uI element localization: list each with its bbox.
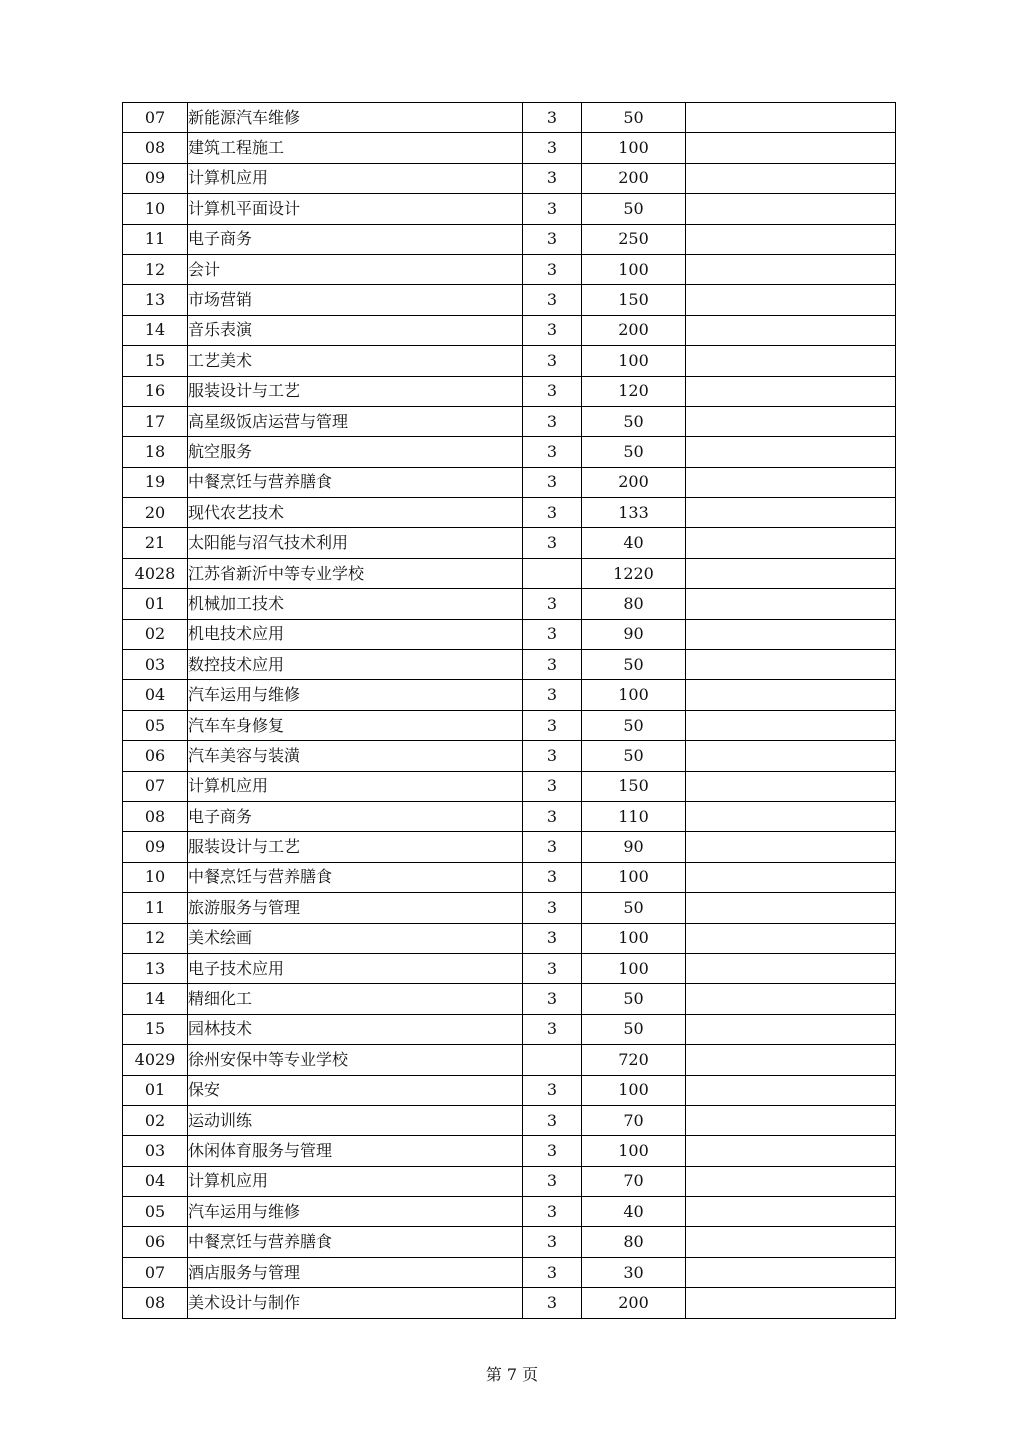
cell-plan: 50: [582, 984, 686, 1014]
cell-note: [686, 984, 896, 1014]
cell-plan: 50: [582, 194, 686, 224]
cell-plan: 90: [582, 619, 686, 649]
cell-plan: 250: [582, 224, 686, 254]
cell-code: 09: [123, 832, 188, 862]
cell-name: 美术绘画: [188, 923, 523, 953]
cell-code: 01: [123, 589, 188, 619]
cell-years: 3: [523, 133, 582, 163]
cell-years: 3: [523, 163, 582, 193]
cell-code: 4028: [123, 558, 188, 588]
cell-note: [686, 406, 896, 436]
enrollment-table: [122, 102, 896, 1319]
cell-name: 机械加工技术: [188, 589, 523, 619]
cell-note: [686, 1105, 896, 1135]
cell-years: 3: [523, 1014, 582, 1044]
cell-plan: 200: [582, 467, 686, 497]
cell-code: 14: [123, 984, 188, 1014]
cell-years: 3: [523, 741, 582, 771]
cell-years: 3: [523, 771, 582, 801]
table-row: [123, 498, 896, 528]
cell-plan: 100: [582, 923, 686, 953]
table-row: [123, 558, 896, 588]
cell-plan: 50: [582, 1014, 686, 1044]
cell-code: 11: [123, 224, 188, 254]
cell-years: 3: [523, 953, 582, 983]
cell-code: 01: [123, 1075, 188, 1105]
page-number: 第 7 页: [485, 1365, 539, 1384]
table-row: [123, 862, 896, 892]
table-row: [123, 1014, 896, 1044]
cell-plan: 90: [582, 832, 686, 862]
cell-code: 08: [123, 133, 188, 163]
cell-code: 17: [123, 406, 188, 436]
cell-years: 3: [523, 710, 582, 740]
cell-name: 园林技术: [188, 1014, 523, 1044]
cell-name: 服装设计与工艺: [188, 376, 523, 406]
cell-note: [686, 741, 896, 771]
cell-note: [686, 498, 896, 528]
cell-name: 中餐烹饪与营养膳食: [188, 862, 523, 892]
cell-plan: 50: [582, 710, 686, 740]
cell-note: [686, 315, 896, 345]
cell-name: 江苏省新沂中等专业学校: [188, 558, 523, 588]
cell-code: 12: [123, 254, 188, 284]
cell-name: 服装设计与工艺: [188, 832, 523, 862]
cell-plan: 720: [582, 1045, 686, 1075]
cell-plan: 100: [582, 254, 686, 284]
cell-name: 市场营销: [188, 285, 523, 315]
cell-years: 3: [523, 285, 582, 315]
cell-code: 06: [123, 741, 188, 771]
cell-code: 13: [123, 953, 188, 983]
cell-years: 3: [523, 589, 582, 619]
table-row: [123, 893, 896, 923]
cell-plan: 50: [582, 893, 686, 923]
cell-code: 04: [123, 1166, 188, 1196]
table-row: [123, 1045, 896, 1075]
table-row: [123, 1105, 896, 1135]
cell-plan: 200: [582, 163, 686, 193]
cell-note: [686, 133, 896, 163]
cell-name: 高星级饭店运营与管理: [188, 406, 523, 436]
cell-years: 3: [523, 984, 582, 1014]
cell-note: [686, 923, 896, 953]
cell-years: 3: [523, 1257, 582, 1287]
cell-years: 3: [523, 1105, 582, 1135]
cell-code: 07: [123, 1257, 188, 1287]
cell-note: [686, 1014, 896, 1044]
cell-note: [686, 710, 896, 740]
cell-plan: 150: [582, 285, 686, 315]
table-row: [123, 953, 896, 983]
table-row: [123, 285, 896, 315]
table-row: [123, 437, 896, 467]
table-row: [123, 832, 896, 862]
cell-name: 休闲体育服务与管理: [188, 1136, 523, 1166]
cell-years: 3: [523, 680, 582, 710]
cell-plan: 40: [582, 528, 686, 558]
table-row: [123, 1166, 896, 1196]
cell-note: [686, 194, 896, 224]
cell-note: [686, 346, 896, 376]
cell-note: [686, 619, 896, 649]
cell-code: 02: [123, 1105, 188, 1135]
cell-note: [686, 862, 896, 892]
cell-name: 保安: [188, 1075, 523, 1105]
cell-note: [686, 1075, 896, 1105]
cell-note: [686, 437, 896, 467]
cell-name: 机电技术应用: [188, 619, 523, 649]
cell-name: 电子技术应用: [188, 953, 523, 983]
cell-name: 现代农艺技术: [188, 498, 523, 528]
cell-code: 07: [123, 771, 188, 801]
cell-code: 21: [123, 528, 188, 558]
table-row: [123, 194, 896, 224]
cell-note: [686, 771, 896, 801]
cell-note: [686, 224, 896, 254]
cell-code: 03: [123, 1136, 188, 1166]
cell-name: 电子商务: [188, 224, 523, 254]
table-row: [123, 254, 896, 284]
cell-years: 3: [523, 1166, 582, 1196]
cell-name: 音乐表演: [188, 315, 523, 345]
cell-note: [686, 680, 896, 710]
cell-code: 11: [123, 893, 188, 923]
cell-code: 19: [123, 467, 188, 497]
cell-note: [686, 285, 896, 315]
cell-note: [686, 103, 896, 133]
cell-code: 08: [123, 801, 188, 831]
table-row: [123, 528, 896, 558]
cell-plan: 150: [582, 771, 686, 801]
cell-code: 10: [123, 194, 188, 224]
table-row: [123, 923, 896, 953]
cell-note: [686, 650, 896, 680]
cell-name: 美术设计与制作: [188, 1288, 523, 1318]
table-row: [123, 1227, 896, 1257]
table-row: [123, 619, 896, 649]
table-row: [123, 315, 896, 345]
cell-years: [523, 558, 582, 588]
cell-plan: 200: [582, 315, 686, 345]
table-row: [123, 1197, 896, 1227]
cell-plan: 100: [582, 1075, 686, 1105]
table-row: [123, 1075, 896, 1105]
cell-name: 精细化工: [188, 984, 523, 1014]
cell-plan: 80: [582, 1227, 686, 1257]
cell-name: 中餐烹饪与营养膳食: [188, 1227, 523, 1257]
cell-code: 05: [123, 1197, 188, 1227]
cell-code: 20: [123, 498, 188, 528]
cell-plan: 50: [582, 741, 686, 771]
cell-code: 10: [123, 862, 188, 892]
cell-plan: 50: [582, 437, 686, 467]
cell-code: 07: [123, 103, 188, 133]
cell-name: 汽车车身修复: [188, 710, 523, 740]
cell-note: [686, 893, 896, 923]
cell-years: 3: [523, 194, 582, 224]
table-row: [123, 741, 896, 771]
cell-years: [523, 1045, 582, 1075]
cell-plan: 100: [582, 680, 686, 710]
cell-years: 3: [523, 254, 582, 284]
cell-note: [686, 1045, 896, 1075]
cell-code: 18: [123, 437, 188, 467]
table-row: [123, 376, 896, 406]
table-row: [123, 680, 896, 710]
cell-name: 计算机应用: [188, 1166, 523, 1196]
cell-years: 3: [523, 528, 582, 558]
cell-code: 06: [123, 1227, 188, 1257]
cell-name: 汽车运用与维修: [188, 680, 523, 710]
table-row: [123, 771, 896, 801]
cell-years: 3: [523, 406, 582, 436]
cell-plan: 50: [582, 650, 686, 680]
cell-note: [686, 1136, 896, 1166]
cell-years: 3: [523, 224, 582, 254]
cell-plan: 40: [582, 1197, 686, 1227]
cell-note: [686, 558, 896, 588]
cell-note: [686, 589, 896, 619]
cell-name: 会计: [188, 254, 523, 284]
cell-plan: 100: [582, 1136, 686, 1166]
cell-code: 02: [123, 619, 188, 649]
table-row: [123, 103, 896, 133]
cell-note: [686, 801, 896, 831]
cell-years: 3: [523, 893, 582, 923]
cell-years: 3: [523, 315, 582, 345]
table-row: [123, 163, 896, 193]
cell-code: 05: [123, 710, 188, 740]
cell-plan: 50: [582, 103, 686, 133]
table-row: [123, 133, 896, 163]
cell-plan: 133: [582, 498, 686, 528]
cell-years: 3: [523, 1227, 582, 1257]
cell-years: 3: [523, 498, 582, 528]
cell-note: [686, 1197, 896, 1227]
cell-name: 航空服务: [188, 437, 523, 467]
cell-name: 电子商务: [188, 801, 523, 831]
cell-name: 汽车运用与维修: [188, 1197, 523, 1227]
table-row: [123, 467, 896, 497]
cell-years: 3: [523, 376, 582, 406]
cell-plan: 70: [582, 1166, 686, 1196]
cell-years: 3: [523, 832, 582, 862]
cell-code: 15: [123, 1014, 188, 1044]
cell-years: 3: [523, 103, 582, 133]
cell-note: [686, 528, 896, 558]
cell-plan: 70: [582, 1105, 686, 1135]
cell-years: 3: [523, 801, 582, 831]
table-row: [123, 589, 896, 619]
cell-name: 运动训练: [188, 1105, 523, 1135]
cell-years: 3: [523, 1288, 582, 1318]
cell-name: 旅游服务与管理: [188, 893, 523, 923]
table-body: [123, 103, 896, 1319]
cell-code: 09: [123, 163, 188, 193]
table-row: [123, 346, 896, 376]
cell-code: 4029: [123, 1045, 188, 1075]
table-row: [123, 984, 896, 1014]
table-row: [123, 1136, 896, 1166]
cell-name: 建筑工程施工: [188, 133, 523, 163]
cell-years: 3: [523, 346, 582, 376]
cell-plan: 100: [582, 862, 686, 892]
cell-plan: 50: [582, 406, 686, 436]
cell-code: 03: [123, 650, 188, 680]
cell-note: [686, 832, 896, 862]
cell-note: [686, 376, 896, 406]
cell-years: 3: [523, 923, 582, 953]
cell-code: 14: [123, 315, 188, 345]
cell-name: 新能源汽车维修: [188, 103, 523, 133]
cell-years: 3: [523, 467, 582, 497]
cell-note: [686, 467, 896, 497]
table-row: [123, 224, 896, 254]
cell-plan: 1220: [582, 558, 686, 588]
cell-plan: 100: [582, 346, 686, 376]
cell-name: 数控技术应用: [188, 650, 523, 680]
cell-name: 工艺美术: [188, 346, 523, 376]
cell-plan: 120: [582, 376, 686, 406]
cell-plan: 80: [582, 589, 686, 619]
cell-code: 16: [123, 376, 188, 406]
cell-note: [686, 1288, 896, 1318]
table-row: [123, 1288, 896, 1318]
cell-note: [686, 254, 896, 284]
cell-code: 08: [123, 1288, 188, 1318]
cell-name: 计算机平面设计: [188, 194, 523, 224]
cell-note: [686, 953, 896, 983]
cell-note: [686, 1166, 896, 1196]
cell-name: 酒店服务与管理: [188, 1257, 523, 1287]
table-row: [123, 710, 896, 740]
table-row: [123, 801, 896, 831]
cell-plan: 200: [582, 1288, 686, 1318]
cell-name: 汽车美容与装潢: [188, 741, 523, 771]
cell-name: 徐州安保中等专业学校: [188, 1045, 523, 1075]
cell-years: 3: [523, 1136, 582, 1166]
table-row: [123, 406, 896, 436]
table-row: [123, 1257, 896, 1287]
cell-name: 计算机应用: [188, 771, 523, 801]
cell-plan: 30: [582, 1257, 686, 1287]
cell-years: 3: [523, 1075, 582, 1105]
cell-note: [686, 1257, 896, 1287]
cell-years: 3: [523, 437, 582, 467]
cell-note: [686, 1227, 896, 1257]
cell-code: 12: [123, 923, 188, 953]
cell-code: 04: [123, 680, 188, 710]
cell-plan: 100: [582, 133, 686, 163]
cell-name: 中餐烹饪与营养膳食: [188, 467, 523, 497]
table-row: [123, 650, 896, 680]
cell-years: 3: [523, 619, 582, 649]
cell-code: 13: [123, 285, 188, 315]
cell-years: 3: [523, 650, 582, 680]
cell-name: 太阳能与沼气技术利用: [188, 528, 523, 558]
cell-years: 3: [523, 1197, 582, 1227]
cell-name: 计算机应用: [188, 163, 523, 193]
cell-code: 15: [123, 346, 188, 376]
cell-plan: 100: [582, 953, 686, 983]
cell-years: 3: [523, 862, 582, 892]
cell-note: [686, 163, 896, 193]
cell-plan: 110: [582, 801, 686, 831]
